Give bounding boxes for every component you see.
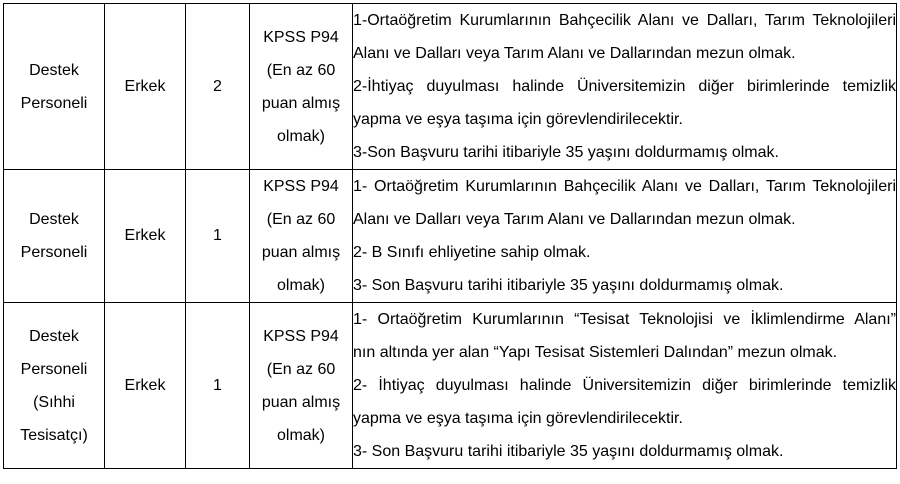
gender-cell: Erkek bbox=[105, 4, 186, 170]
condition-line: 2-İhtiyaç duyulması halinde Üniversitemizin diğer birimlerinde temizlik bbox=[353, 78, 896, 95]
exam-line: (En az 60 bbox=[266, 61, 336, 79]
condition-line: 3-Son Başvuru tarihi itibariyle 35 yaşını doldurmamış olmak. bbox=[353, 144, 779, 161]
condition-line: yapma ve eşya taşıma için görevlendirilecektir. bbox=[353, 410, 683, 427]
exam-line: puan almış bbox=[261, 94, 341, 112]
position-cell bbox=[4, 170, 105, 303]
position-line: Personeli bbox=[20, 360, 88, 378]
position-line: Destek bbox=[29, 211, 79, 228]
position-cell bbox=[4, 303, 105, 469]
exam-cell bbox=[250, 303, 353, 469]
table-row bbox=[4, 4, 897, 170]
conditions-cell bbox=[353, 4, 897, 170]
table-row bbox=[4, 303, 897, 469]
exam-line: KPSS P94 bbox=[263, 28, 339, 46]
condition-line: 3- Son Başvuru tarihi itibariyle 35 yaşını doldurmamış olmak. bbox=[353, 277, 784, 294]
exam-line: olmak) bbox=[276, 426, 325, 444]
condition-line: 2- İhtiyaç duyulması halinde Üniversitemizin diğer birimlerinde temizlik bbox=[353, 377, 896, 394]
condition-line: Alanı ve Dalları veya Tarım Alanı ve Dallarından mezun olmak. bbox=[353, 45, 796, 62]
position-cell bbox=[4, 4, 105, 170]
conditions-cell bbox=[353, 170, 897, 303]
count-cell: 1 bbox=[186, 170, 250, 303]
personnel-requirements-table bbox=[3, 3, 897, 469]
exam-line: (En az 60 bbox=[266, 360, 336, 378]
exam-line: olmak) bbox=[276, 127, 325, 145]
conditions-cell bbox=[353, 303, 897, 469]
exam-line: KPSS P94 bbox=[263, 327, 339, 345]
exam-cell bbox=[250, 170, 353, 303]
position-line: Destek bbox=[29, 327, 79, 345]
exam-line: olmak) bbox=[276, 277, 325, 294]
exam-line: (En az 60 bbox=[266, 211, 336, 228]
condition-line: 2- B Sınıfı ehliyetine sahip olmak. bbox=[353, 244, 591, 261]
position-line: Destek bbox=[29, 61, 79, 79]
condition-line: 1- Ortaöğretim Kurumlarının Bahçecilik Alanı ve Dalları, Tarım Teknolojileri bbox=[353, 178, 896, 195]
count-cell: 2 bbox=[186, 4, 250, 170]
count-cell: 1 bbox=[186, 303, 250, 469]
condition-line: 1-Ortaöğretim Kurumlarının Bahçecilik Alanı ve Dalları, Tarım Teknolojileri bbox=[353, 12, 896, 29]
condition-line: Alanı ve Dalları veya Tarım Alanı ve Dallarından mezun olmak. bbox=[353, 211, 796, 228]
position-line: Personeli bbox=[20, 244, 88, 261]
position-line: (Sıhhi bbox=[33, 393, 75, 411]
table-row bbox=[4, 170, 897, 303]
condition-line: yapma ve eşya taşıma için görevlendirilecektir. bbox=[353, 111, 683, 128]
exam-line: KPSS P94 bbox=[263, 178, 339, 195]
gender-cell: Erkek bbox=[105, 170, 186, 303]
exam-line: puan almış bbox=[261, 393, 341, 411]
condition-line: 1- Ortaöğretim Kurumlarının “Tesisat Teknolojisi ve İklimlendirme Alanı” bbox=[353, 311, 896, 328]
exam-line: puan almış bbox=[261, 244, 341, 261]
position-line: Tesisatçı) bbox=[20, 426, 88, 444]
condition-line: 3- Son Başvuru tarihi itibariyle 35 yaşını doldurmamış olmak. bbox=[353, 443, 784, 460]
position-line: Personeli bbox=[20, 94, 88, 112]
exam-cell bbox=[250, 4, 353, 170]
gender-cell: Erkek bbox=[105, 303, 186, 469]
condition-line: nın altında yer alan “Yapı Tesisat Sistemleri Dalından” mezun olmak. bbox=[353, 344, 838, 361]
